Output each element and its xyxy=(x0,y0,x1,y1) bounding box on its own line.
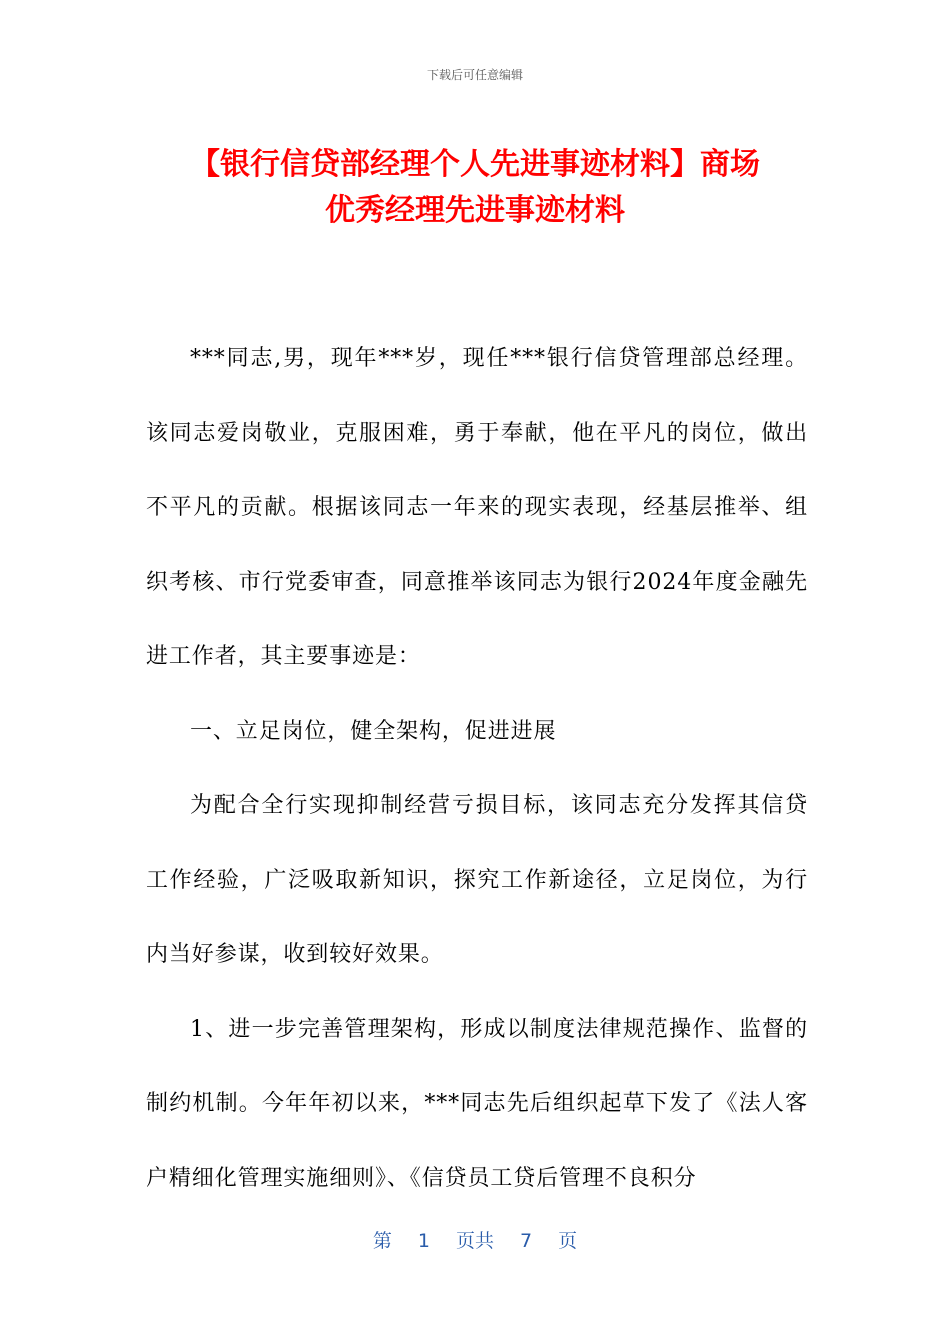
paragraph-intro: ***同志,男，现年***岁，现任***银行信贷管理部总经理。该同志爱岗敬业，克服困难，勇于奉献，他在平凡的岗位，做出不平凡的贡献。根据该同志一年来的现实表现，经基层推举、组织考核、市行党委审查，同意推举该同志为银行2024年度金融先进工作者，其主要事迹是： xyxy=(146,346,808,669)
footer-total-pages: 7 xyxy=(520,1230,533,1252)
footer-page-number: 1 xyxy=(417,1230,430,1252)
document-body xyxy=(146,322,808,1216)
footer-middle: 页共 xyxy=(455,1230,494,1252)
paragraph-item-1: 1、进一步完善管理架构，形成以制度法律规范操作、监督的制约机制。今年年初以来，***同志先后组织起草下发了《法人客户精细化管理实施细则》、《信贷员工贷后管理不良积分 xyxy=(146,1016,808,1191)
footer-prefix: 第 xyxy=(372,1230,392,1252)
page-footer xyxy=(0,1226,950,1253)
paragraph-section-summary: 为配合全行实现抑制经营亏损目标，该同志充分发挥其信贷工作经验，广泛吸取新知识，探究工作新途径，立足岗位，为行内当好参谋，收到较好效果。 xyxy=(146,793,808,967)
title-line-1: 【银行信贷部经理个人先进事迹材料】商场 xyxy=(190,147,760,182)
header-note: 下载后可任意编辑 xyxy=(426,68,523,82)
title-line-2: 优秀经理先进事迹材料 xyxy=(325,193,625,228)
section-heading: 一、立足岗位，健全架构，促进进展 xyxy=(190,718,557,744)
footer-suffix: 页 xyxy=(558,1230,578,1252)
document-title xyxy=(100,142,850,234)
